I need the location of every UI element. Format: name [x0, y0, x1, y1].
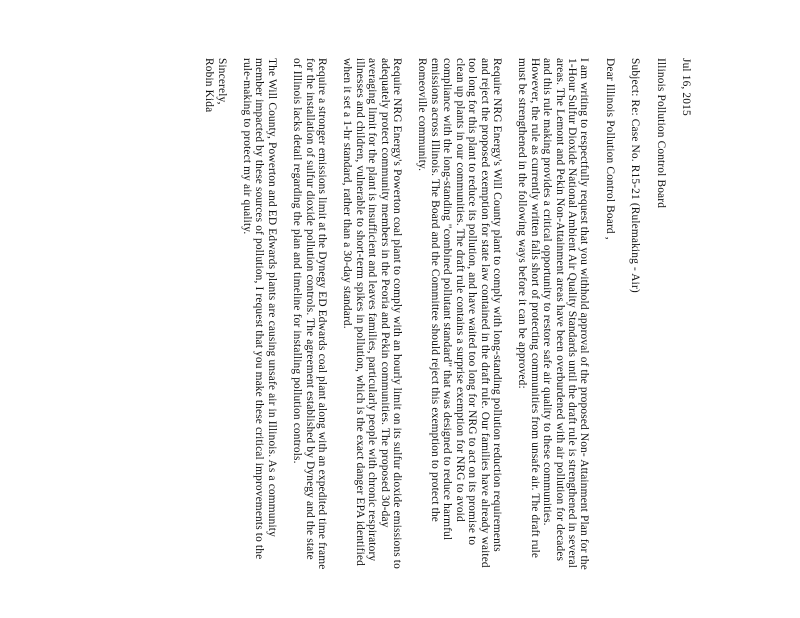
paragraph-intro: I am writing to respectfully request that you withhold approval of the proposed Non- Attainment Plan for the 1-Hour Sulfur Dioxide National Ambient Air Quality Standards until the draft rule is strengthened in several areas. The Lemont and Pekin Non-Attainment areas have been overburdened with air pollution for decades and this rule making provides a critical opportunity to restore safe air quality to these communities. However, the rule as currently written falls short of protecting communities from unsafe air. The draft rule must be strengthened in the following ways before it can be approved:: [516, 58, 591, 570]
paragraph-conclusion: The Will County, Powerton and ED Edwards plants are causing unsafe air in Illinois. As a community member impacted by these sources of pollution, I request that you make these critical improvements to the rule-making to protect my air quality.: [241, 58, 278, 560]
paragraph-will-county: Require NRG Energy's Will County plant to comply with long-standing pollution reduction requirements and reject the proposed exemption for state law contained in the draft rule. Our families have already waited too long for this plant to reduce its pollution, and have waited too long for NRG to act on its promise to clean up plants in our communities. The draft rule contains a surprise exemption for NRG to avoid compliance with the long-standing "combined pollutant standard" that was designed to reduce harmful emissions across Illinois. The Board and the Committee should reject this exemption to protect the Romeoville community.: [416, 58, 503, 568]
recipient-organization: Illinois Pollution Control Board: [654, 58, 667, 209]
letter-subject: Subject: Re: Case No. R15-21 (Rulemaking - Air): [629, 58, 642, 293]
letter-closing: Sincerely,: [215, 58, 228, 105]
letter-signature: Robin Kida: [203, 58, 216, 113]
letter-date: Jul 16, 2015: [680, 58, 692, 116]
paragraph-ed-edwards: Require a stronger emissions limit at the Dynegy ED Edwards coal plant along with an expedited time frame for the installation of sulfur dioxide pollution controls. The agreement established by Dynegy and the state of Illinois lacks detail regarding the plan and timeline for installing pollution controls.: [291, 58, 329, 570]
letter-salutation: Dear Illinois Pollution Control Board ,: [603, 58, 616, 240]
paragraph-powerton: Require NRG Energy's Powerton coal plant to comply with an hourly limit on its sulfur dioxide emissions to adequately protect community members in the Peoria and Pekin communities. The proposed 30-day averaging limit for the plant is insufficient and leaves families, particularly people with chronic respiratory illnesses and children, vulnerable to short-term spikes in pollution, which is the exact danger EPA identified when it set a 1-hr standard, rather than a 30-day standard.: [341, 58, 404, 569]
